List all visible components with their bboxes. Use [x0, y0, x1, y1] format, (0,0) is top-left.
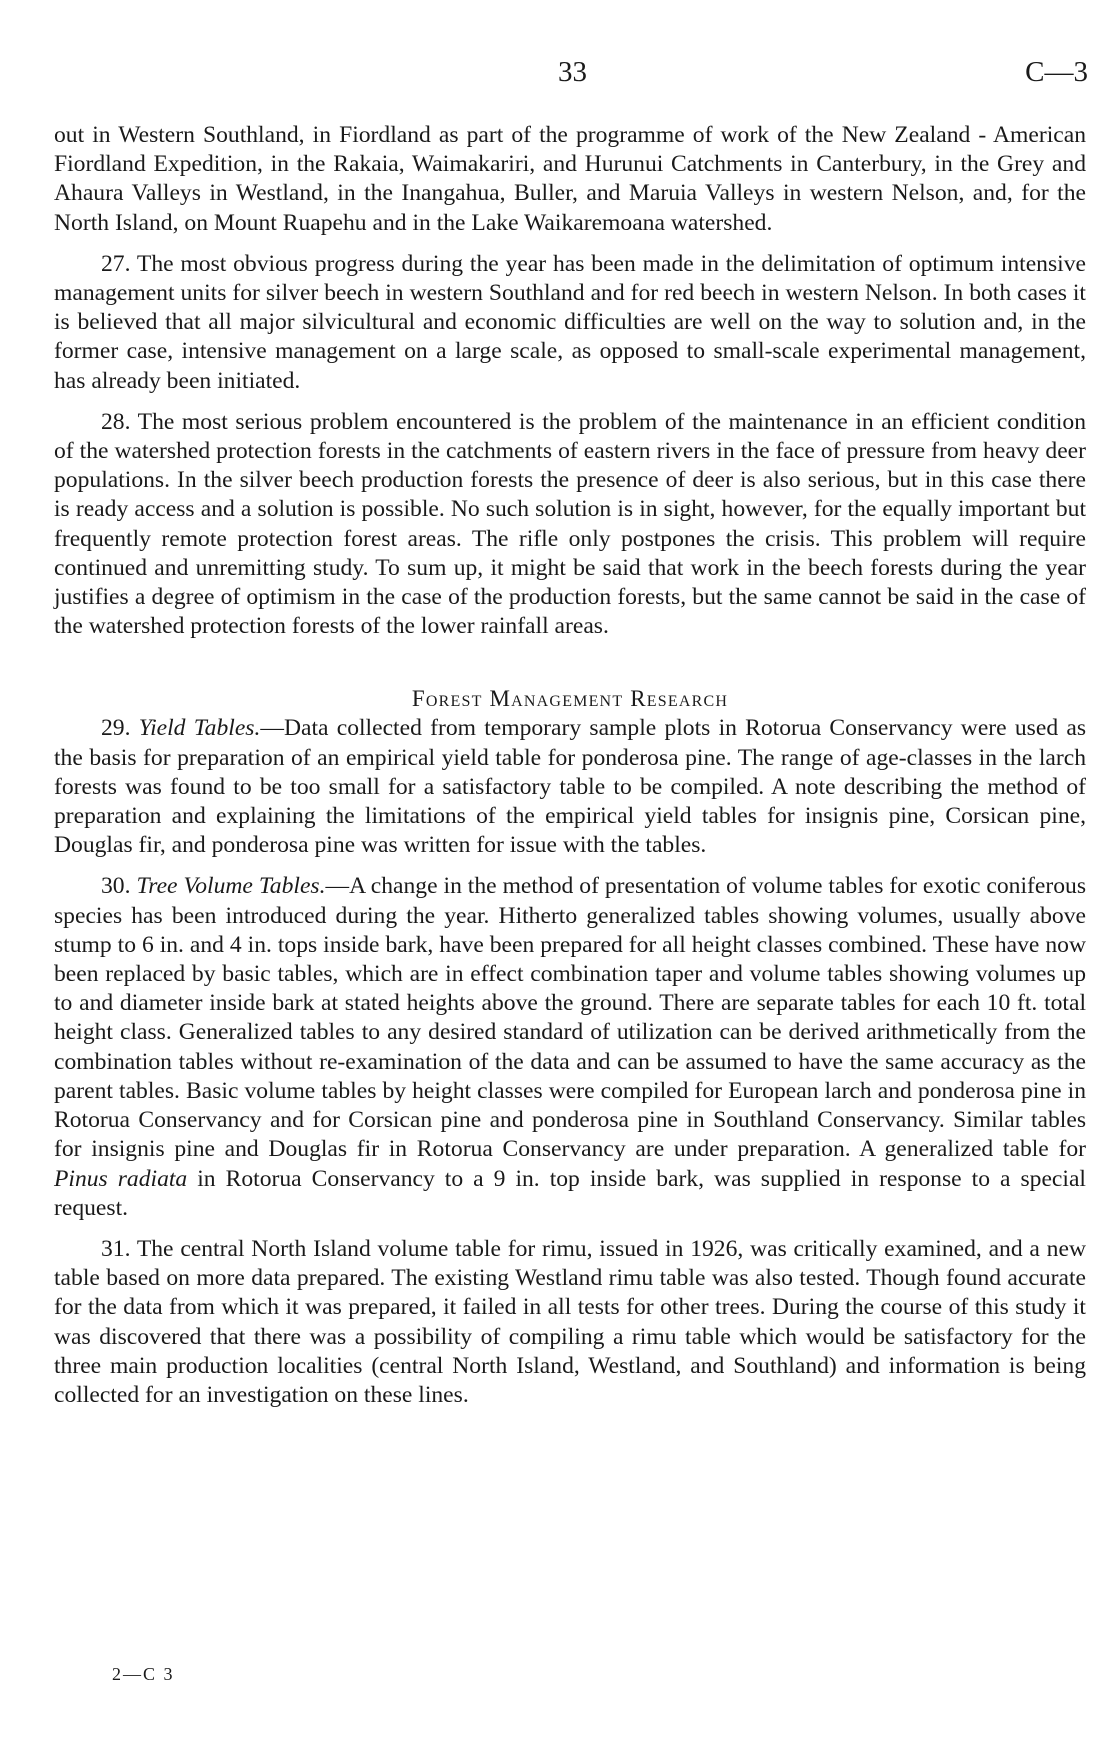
page-header [0, 56, 1114, 96]
page-number: 33 [558, 56, 587, 88]
paragraph-30-species: Pinus radiata [54, 1165, 188, 1192]
paragraph-29-title: Yield Tables. [138, 715, 261, 742]
paragraph-29-number: 29. [101, 715, 139, 742]
paragraph-29-text: —Data collected from temporary sample plots in Rotorua Conservancy were used as the basis for preparation of an empirical yield table for ponderosa pine. The range of age-classes in the larch forests was found to be too small for a satisfactory table to be compiled. A note describing the method of preparation and explaining the limitations of the empirical yield tables for insignis pine, Corsican pine, Douglas fir, and ponderosa pine was written for issue with the tables. [54, 715, 1086, 859]
paragraph-29 [54, 714, 1086, 860]
paragraph-26-continued: out in Western Southland, in Fiordland as part of the programme of work of the New Zealand - American Fiordland Expedition, in the Rakaia, Waimakariri, and Hurunui Catchments in Canterbury, in the Grey and Ahaura Valleys in Westland, in the Inangahua, Buller, and Maruia Valleys in western Nelson, and, for the North Island, on Mount Ruapehu and in the Lake Waikaremoana watershed. [54, 122, 1086, 236]
paragraph-30-text-end: in Rotorua Conservancy to a 9 in. top inside bark, was supplied in response to a special request. [54, 1165, 1086, 1221]
paragraph-28: 28. The most serious problem encountered is the problem of the maintenance in an efficient condition of the watershed protection forests in the catchments of eastern rivers in the face of pressure from heavy deer populations. In the silver beech production forests the presence of deer is also serious, but in this case there is ready access and a solution is possible. No such solution is in sight, however, for the equally important but frequently remote protection forest areas. The rifle only postpones the crisis. This problem will require continued and unremitting study. To sum up, it might be said that work in the beech forests during the year justifies a degree of optimism in the case of the production forests, but the same cannot be said in the case of the watershed protection forests of the lower rainfall areas. [54, 408, 1086, 640]
paragraph-30 [54, 872, 1086, 1222]
paragraph-30-text: —A change in the method of presentation of volume tables for exotic coniferous species has been introduced during the year. Hitherto generalized tables showing volumes, usually above stump to 6 in. and 4 in. tops inside bark, have been prepared for all height classes combined. These have now been replaced by basic tables, which are in effect combination taper and volume tables showing volumes up to and diameter inside bark at stated heights above the ground. There are separate tables for each 10 ft. total height class. Generalized tables to any desired standard of utilization can be derived arithmetically from the combination tables without re-examination of the data and can be assumed to have the same accuracy as the parent tables. Basic volume tables by height classes were compiled for European larch and ponderosa pine in Rotorua Conservancy and for Corsican pine and ponderosa pine in Southland Conservancy. Similar tables for insignis pine and Douglas fir in Rotorua Conservancy are under preparation. A generalized table for [54, 873, 1086, 1163]
paragraph-31: 31. The central North Island volume table for rimu, issued in 1926, was critically examined, and a new table based on more data prepared. The existing Westland rimu table was also tested. Though found accurate for the data from which it was prepared, it failed in all tests for other trees. During the course of this study it was discovered that there was a possibility of compiling a rimu table which would be satisfactory for the three main production localities (central North Island, Westland, and Southland) and information is being collected for an investigation on these lines. [54, 1235, 1086, 1408]
paragraph-30-number: 30. [101, 873, 137, 900]
page-footer-signature: 2—C 3 [112, 1664, 175, 1684]
section-heading: Forest Management Research [411, 686, 729, 712]
paragraph-30-title: Tree Volume Tables. [136, 873, 326, 900]
paragraph-27: 27. The most obvious progress during the year has been made in the delimitation of optimum intensive management units for silver beech in western Southland and for red beech in western Nelson. In both cases it is believed that all major silvicultural and economic difficulties are well on the way to solution and, in the former case, intensive management on a large scale, as opposed to small-scale experimental management, has already been initiated. [54, 250, 1086, 394]
document-reference: C—3 [1025, 56, 1088, 88]
body-text [54, 121, 1086, 1422]
